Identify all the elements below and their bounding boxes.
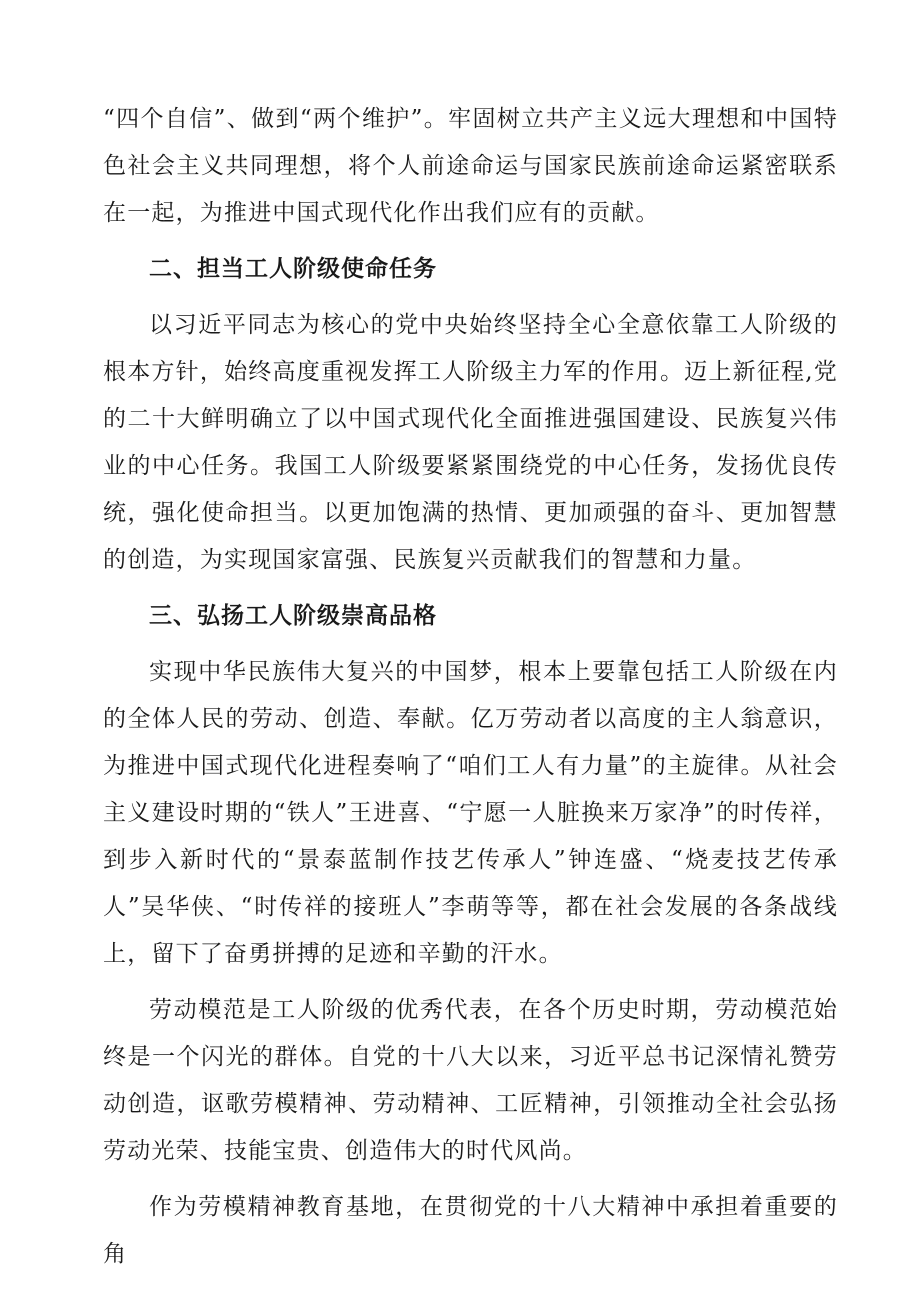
section-heading-2: 二、担当工人阶级使命任务	[149, 256, 437, 282]
section-heading-3: 三、弘扬工人阶级崇高品格	[149, 603, 437, 629]
section-2-paragraph: 以习近平同志为核心的党中央始终坚持全心全意依靠工人阶级的根本方针，始终高度重视发挥工人阶级主力军的作用。迈上新征程,党的二十大鲜明确立了以中国式现代化全面推进强国建设、民族复兴伟业的中心任务。我国工人阶级要紧紧围绕党的中心任务，发扬优良传统，强化使命担当。以更加饱满的热情、更加顽强的奋斗、更加智慧的创造，为实现国家富强、民族复兴贡献我们的智慧和力量。	[103, 312, 838, 573]
section-3-paragraph-3: 作为劳模精神教育基地，在贯彻党的十八大精神中承担着重要的角	[103, 1194, 838, 1267]
section-3-paragraph-2: 劳动模范是工人阶级的优秀代表，在各个历史时期，劳动模范始终是一个闪光的群体。自党的十八大以来，习近平总书记深情礼赞劳动创造，讴歌劳模精神、劳动精神、工匠精神，引领推动全社会弘扬劳动光荣、技能宝贵、创造伟大的时代风尚。	[103, 997, 838, 1164]
intro-paragraph: “四个自信”、做到“两个维护”。牢固树立共产主义远大理想和中国特色社会主义共同理想，将个人前途命运与国家民族前途命运紧密联系在一起，为推进中国式现代化作出我们应有的贡献。	[103, 106, 838, 226]
document-page	[103, 96, 838, 1278]
section-3-paragraph-1: 实现中华民族伟大复兴的中国梦，根本上要靠包括工人阶级在内的全体人民的劳动、创造、奉献。亿万劳动者以高度的主人翁意识，为推进中国式现代化进程奏响了“咱们工人有力量”的主旋律。从社会主义建设时期的“铁人”王进喜、“宁愿一人脏换来万家净”的时传祥，到步入新时代的“景泰蓝制作技艺传承人”钟连盛、“烧麦技艺传承人”吴华侠、“时传祥的接班人”李萌等等，都在社会发展的各条战线上，留下了奋勇拼搏的足迹和辛勤的汗水。	[103, 659, 838, 967]
